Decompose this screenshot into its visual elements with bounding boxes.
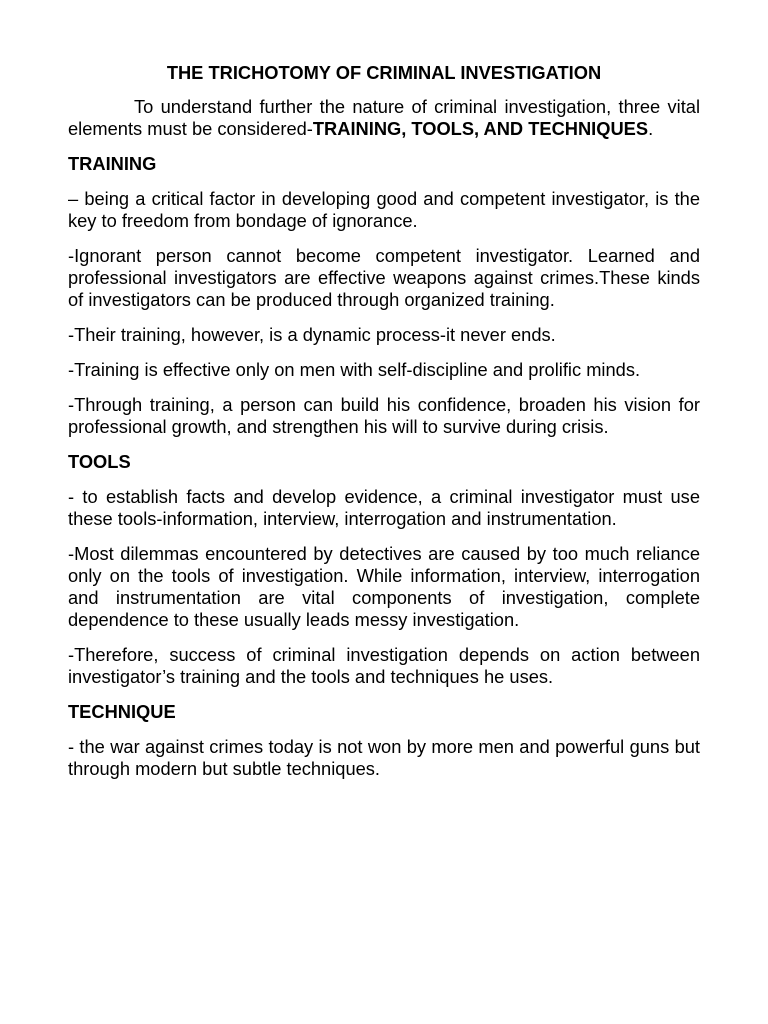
technique-paragraph-1: - the war against crimes today is not won by more men and powerful guns but through modern but subtle techniques. [68,736,700,779]
intro-text: To understand further the nature of criminal investigation, three vital elements must be considered- [68,96,700,139]
intro-paragraph [68,96,700,140]
intro-bold-text: TRAINING, TOOLS, AND TECHNIQUES [312,118,649,139]
document-title: THE TRICHOTOMY OF CRIMINAL INVESTIGATION [166,62,602,83]
training-paragraph-2: -Ignorant person cannot become competent investigator. Learned and professional investigators are effective weapons against crimes.These kinds of investigators can be produced through organized training. [68,245,700,310]
tools-paragraph-2: -Most dilemmas encountered by detectives are caused by too much reliance only on the tools of investigation. While information, interview, interrogation and instrumentation are vital components of investigation, complete dependence to these usually leads messy investigation. [68,543,700,630]
section-heading-technique: TECHNIQUE [68,701,176,722]
tools-paragraph-3: -Therefore, success of criminal investigation depends on action between investigator’s training and the tools and techniques he uses. [68,644,700,687]
training-paragraph-4: -Training is effective only on men with self-discipline and prolific minds. [68,359,641,380]
section-heading-tools: TOOLS [68,451,131,472]
tools-paragraph-1: - to establish facts and develop evidence, a criminal investigator must use these tools-information, interview, interrogation and instrumentation. [68,486,700,529]
training-paragraph-5: -Through training, a person can build his confidence, broaden his vision for professional growth, and strengthen his will to survive during crisis. [68,394,700,437]
intro-end: . [648,118,654,139]
section-heading-training: TRAINING [68,153,157,174]
training-paragraph-1: – being a critical factor in developing good and competent investigator, is the key to freedom from bondage of ignorance. [68,188,700,231]
training-paragraph-3: -Their training, however, is a dynamic process-it never ends. [68,324,556,345]
document-page [68,62,700,793]
